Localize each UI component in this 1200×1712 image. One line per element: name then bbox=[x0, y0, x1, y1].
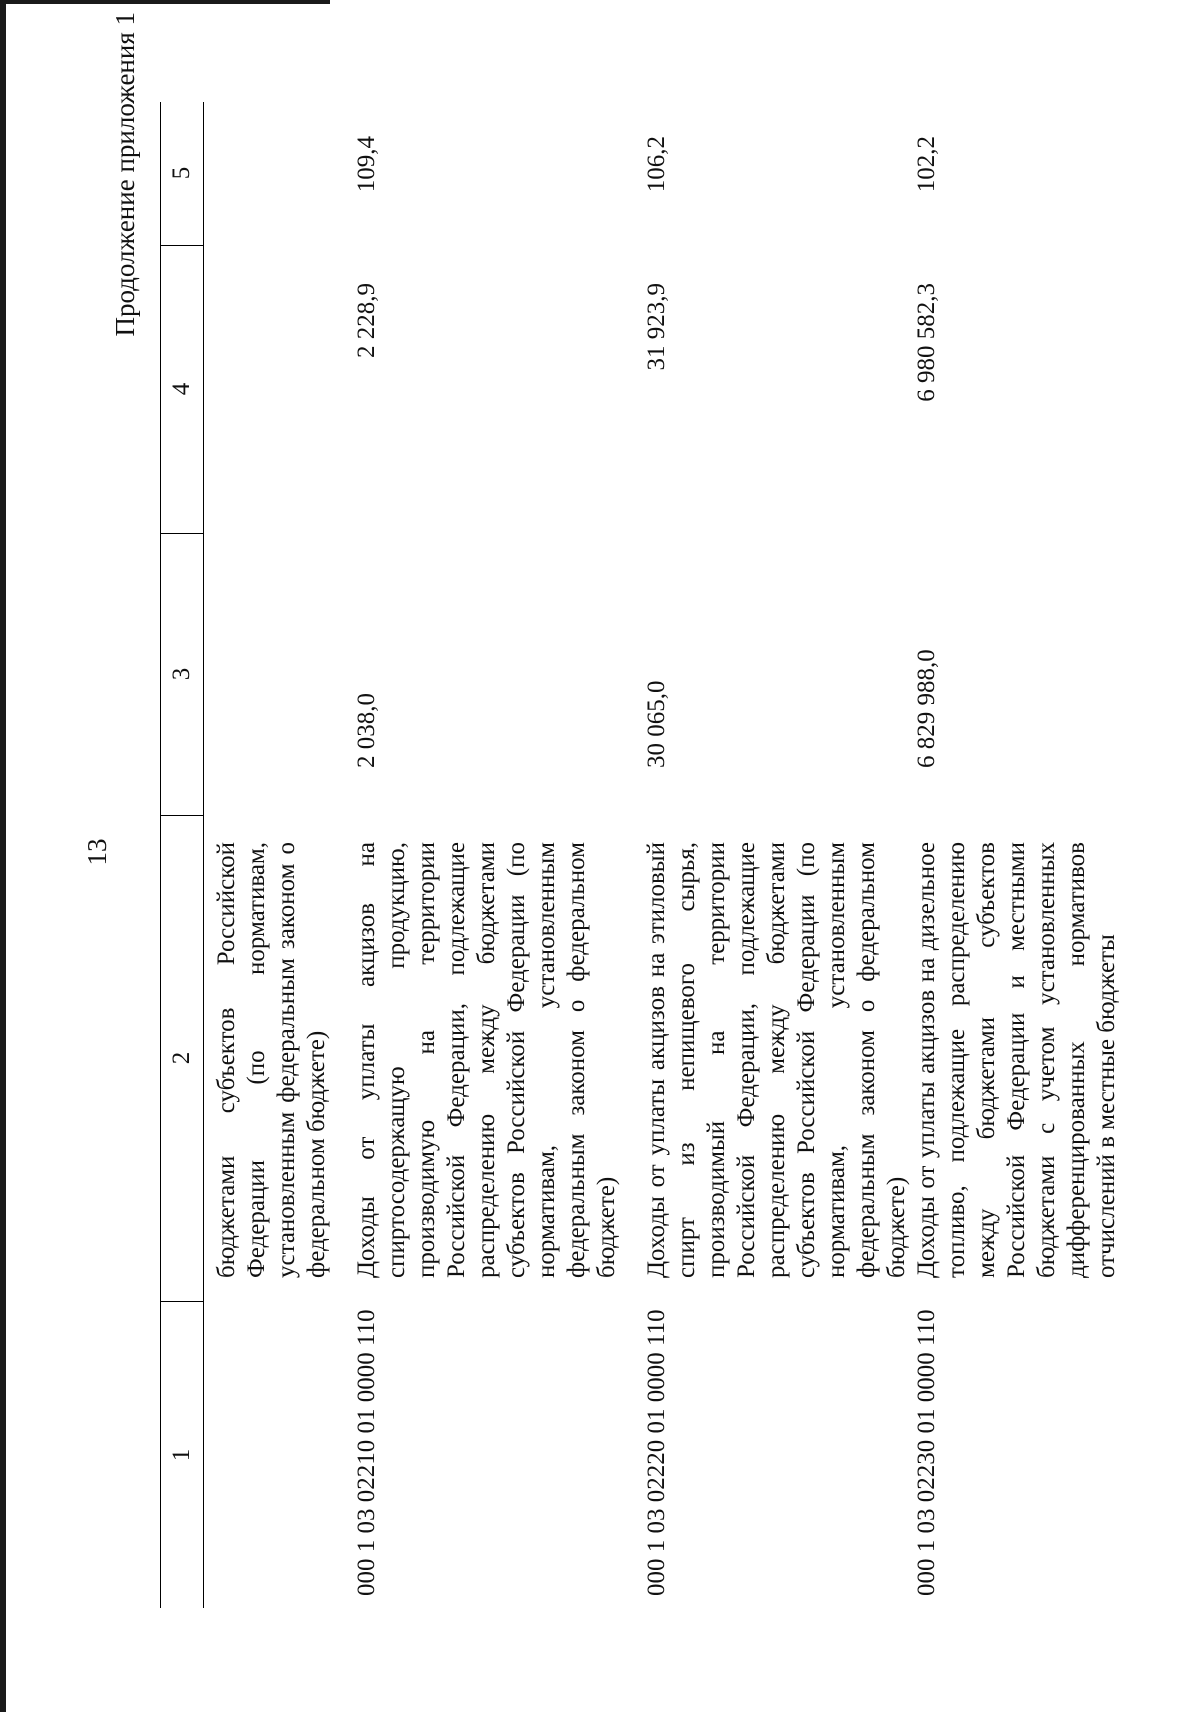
column-header-3: 3 bbox=[161, 533, 203, 816]
row-name: Доходы от уплаты акцизов на дизельное топливо, подлежащие распределению между бюджетами субъектов Российской Федерации и местными бюджетами с учетом установленных дифференцированных нормативов отчислений в местные бюджеты bbox=[913, 842, 1120, 1278]
column-header-2: 2 bbox=[161, 815, 203, 1302]
row-code: 000 1 03 02210 01 0000 110 bbox=[353, 1309, 380, 1596]
column-header-1: 1 bbox=[168, 1448, 195, 1462]
row-col3: 6 829 988,0 bbox=[913, 649, 940, 768]
row-col5: 109,4 bbox=[353, 136, 380, 193]
continuation-caption: Продолжение приложения 1 bbox=[110, 12, 140, 337]
row-name: Доходы от уплаты акцизов на спиртосодержащую продукцию, производимую на территории Российской Федерации, подлежащие распределению между бюджетами субъектов Российской Федерации (по нормативам, установленным федеральным законом о федеральном бюджете) bbox=[353, 842, 620, 1278]
row-col3: 2 038,0 bbox=[353, 693, 380, 768]
row-name: Доходы от уплаты акцизов на этиловый спирт из непищевого сырья, производимый на территории Российской Федерации, подлежащие распределению между бюджетами субъектов Российской Федерации (по нормативам, установленным федеральным законом о федеральном бюджете) bbox=[643, 842, 910, 1278]
table-header-row bbox=[160, 102, 204, 1608]
row-col4: 2 228,9 bbox=[353, 283, 380, 358]
row-col3: 30 065,0 bbox=[643, 680, 670, 768]
row-col5: 106,2 bbox=[643, 136, 670, 193]
row-col4: 6 980 582,3 bbox=[913, 283, 940, 402]
row-code: 000 1 03 02220 01 0000 110 bbox=[643, 1309, 670, 1596]
row-name: бюджетами субъектов Российской Федерации (по нормативам, установленным федеральным законом о федеральном бюджете) bbox=[213, 842, 330, 1278]
column-header-5: 5 bbox=[161, 101, 203, 246]
row-col5: 102,2 bbox=[913, 136, 940, 193]
column-header-4: 4 bbox=[161, 245, 203, 534]
page-number: 13 bbox=[82, 838, 112, 866]
row-code: 000 1 03 02230 01 0000 110 bbox=[913, 1309, 940, 1596]
row-col4: 31 923,9 bbox=[643, 283, 670, 371]
revenue-table bbox=[160, 102, 1120, 1608]
